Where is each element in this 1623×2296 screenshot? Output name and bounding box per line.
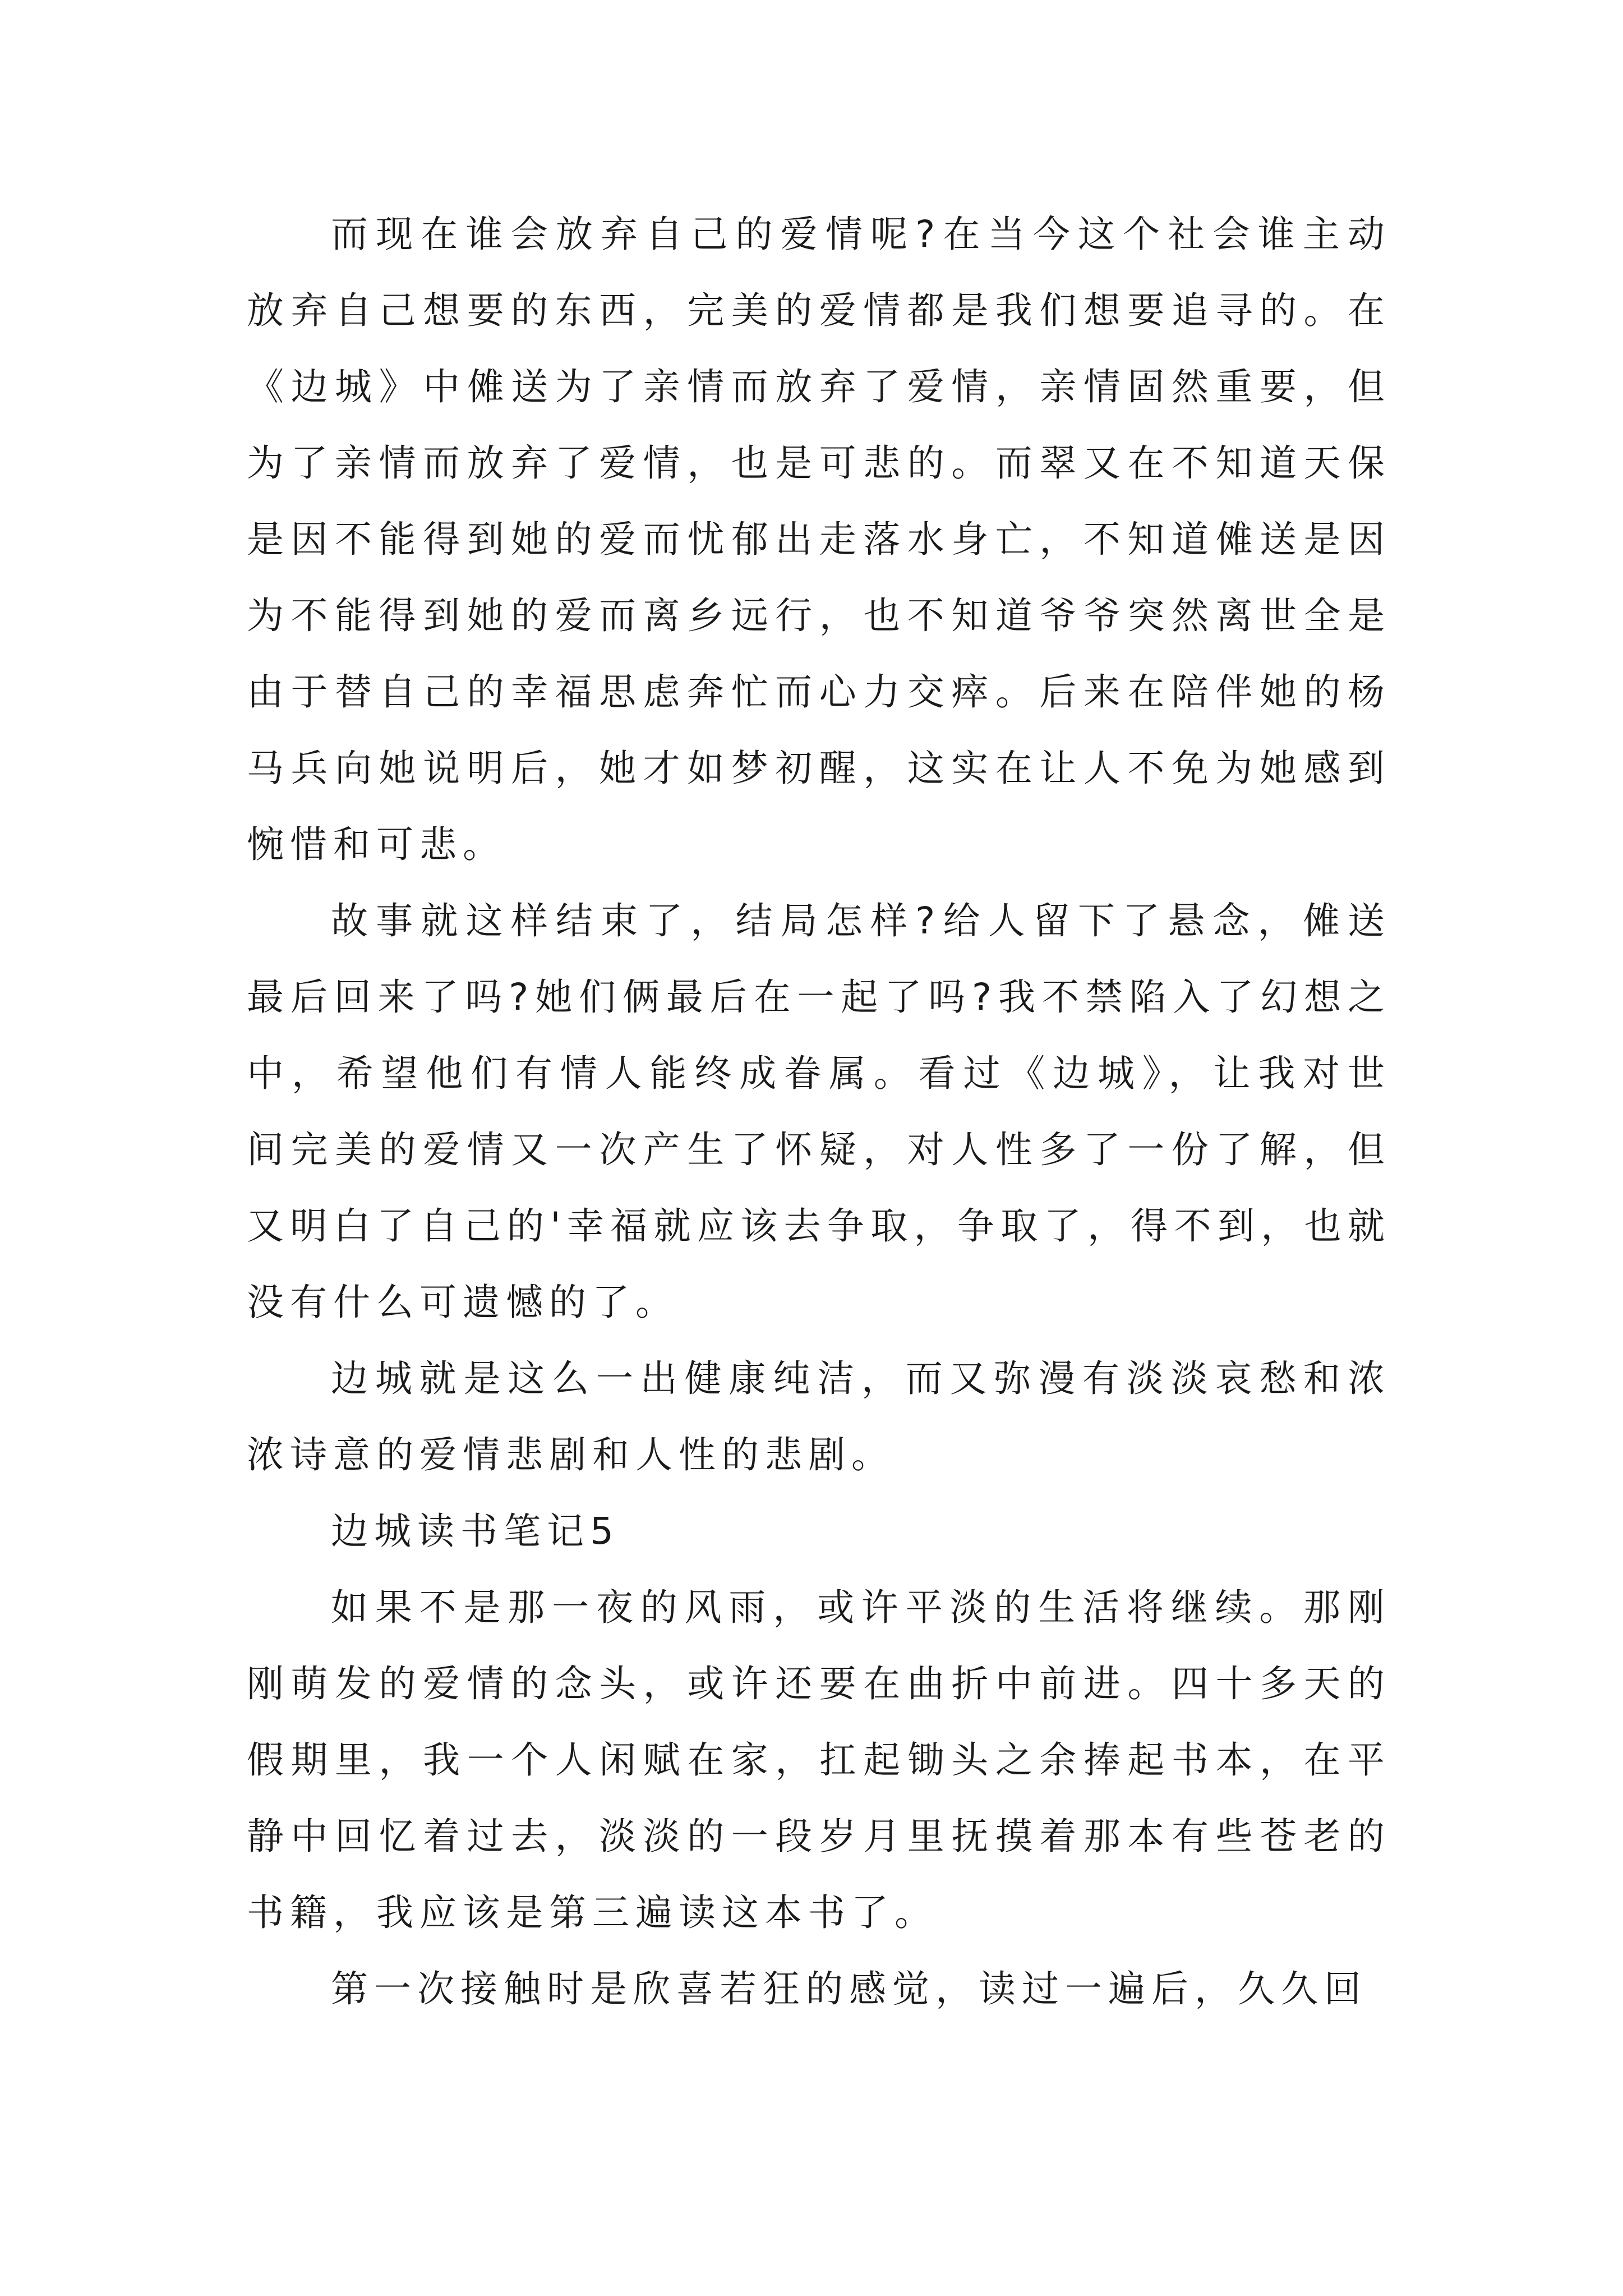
section-heading: 边城读书笔记5 [331,1510,620,1553]
paragraph-5: 如果不是那一夜的风雨，或许平淡的生活将继续。那刚刚萌发的爱情的念头，或许还要在曲折中前进。四十多天的假期里，我一个人闲赋在家，扛起锄头之余捧起书本，在平静中回忆着过去，淡淡的一段岁月里抚摸着那本有些苍老的书籍，我应该是第三遍读这本书了。 [247,1586,1391,1934]
paragraph-6: 第一次接触时是欣喜若狂的感觉，读过一遍后，久久回 [331,1967,1367,2010]
paragraph-1: 而现在谁会放弃自己的爱情呢?在当今这个社会谁主动放弃自己想要的东西，完美的爱情都是我们想要追寻的。在《边城》中傩送为了亲情而放弃了爱情，亲情固然重要，但为了亲情而放弃了爱情，也是可悲的。而翠又在不知道天保是因不能得到她的爱而忧郁出走落水身亡，不知道傩送是因为不能得到她的爱而离乡远行，也不知道爷爷突然离世全是由于替自己的幸福思虑奔忙而心力交瘁。后来在陪伴她的杨马兵向她说明后，她才如梦初醒，这实在让人不免为她感到惋惜和可悲。 [247,213,1391,866]
paragraph-3: 边城就是这么一出健康纯洁，而又弥漫有淡淡哀愁和浓浓诗意的爱情悲剧和人性的悲剧。 [247,1357,1391,1476]
document-page [247,196,1391,2027]
paragraph-2: 故事就这样结束了，结局怎样?给人留下了悬念，傩送最后回来了吗?她们俩最后在一起了吗?我不禁陷入了幻想之中，希望他们有情人能终成眷属。看过《边城》，让我对世间完美的爱情又一次产生了怀疑，对人性多了一份了解，但又明白了自己的'幸福就应该去争取，争取了，得不到，也就没有什么可遗憾的了。 [247,899,1391,1324]
